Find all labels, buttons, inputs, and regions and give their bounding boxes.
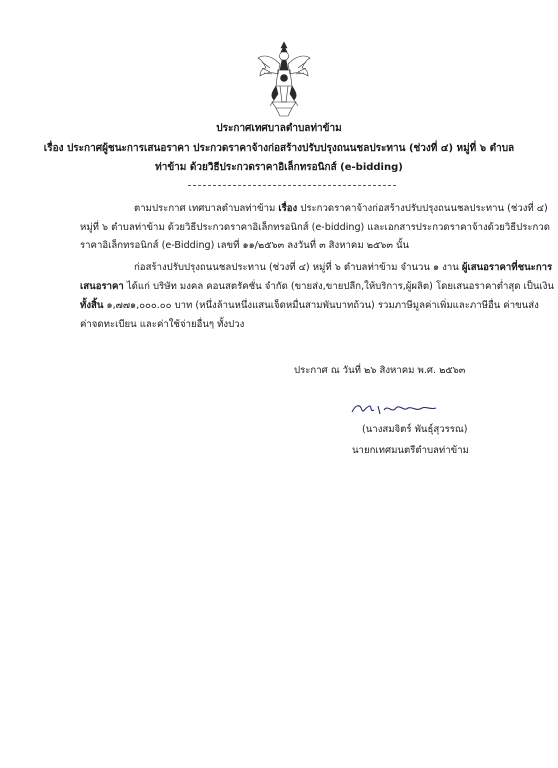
para2-line-1	[134, 262, 552, 274]
signer-position: นายกเทศมนตรีตำบลท่าข้าม	[352, 445, 469, 456]
para1-line-1-rest: ประกวดราคาจ้างก่อสร้างปรับปรุงถนนชลประทาน (ช่วงที่ ๔)	[297, 203, 548, 214]
para1-line-2-text: หมู่ที่ ๖ ตำบลท่าข้าม ด้วยวิธีประกวดราคาอิเล็กทรอนิกส์ (e-bidding) และเอกสารประกวดราคาจ้างด้วยวิธีประกวด	[80, 222, 550, 233]
subject-line-2: ท่าข้าม ด้วยวิธีประกวดราคาอิเล็กทรอนิกส์ (e-bidding)	[155, 162, 403, 173]
para1-line-1-bold: เรื่อง	[278, 203, 298, 214]
handwritten-signature-icon	[348, 400, 440, 418]
para2-line-2-bold: เสนอราคา	[80, 281, 124, 292]
para1-line-2	[80, 222, 550, 234]
signer-name: (นางสมจิตร์ พันธุ์สุวรรณ)	[362, 424, 468, 435]
announcement-date: ประกาศ ณ วันที่ ๒๖ สิงหาคม พ.ศ. ๒๕๖๓	[294, 365, 466, 376]
para2-line-1-text: ก่อสร้างปรับปรุงถนนชลประทาน (ช่วงที่ ๔) หมู่ที่ ๖ ตำบลท่าข้าม จำนวน ๑ งาน	[134, 262, 462, 273]
para2-line-2	[80, 281, 554, 293]
para2-line-3	[80, 300, 539, 312]
para1-line-3	[80, 240, 409, 252]
para2-line-1-bold: ผู้เสนอราคาที่ชนะการ	[461, 262, 553, 273]
para1-line-1	[134, 203, 548, 215]
para1-line-3-text: ราคาอิเล็กทรอนิกส์ (e-Bidding) เลขที่ ๑๑/๒๕๖๓ ลงวันที่ ๓ สิงหาคม ๒๕๖๓ นั้น	[80, 240, 410, 251]
para2-line-4	[80, 319, 244, 331]
para1-line-1-text: ตามประกาศ เทศบาลตำบลท่าข้าม	[134, 203, 279, 214]
divider	[188, 185, 396, 186]
subject-line-1: เรื่อง ประกาศผู้ชนะการเสนอราคา ประกวดราคาจ้างก่อสร้างปรับปรุงถนนชลประทาน (ช่วงที่ ๔) หมู่ที่ ๖ ตำบล	[43, 143, 515, 154]
para2-line-3-text: ๑,๗๗๑,๐๐๐.๐๐ บาท (หนึ่งล้านหนึ่งแสนเจ็ดหมื่นสามพันบาทถ้วน) รวมภาษีมูลค่าเพิ่มและภาษีอื่น ค่าขนส่ง	[103, 300, 539, 311]
agency-title: ประกาศเทศบาลตำบลท่าข้าม	[216, 123, 342, 134]
para2-line-4-text: ค่าจดทะเบียน และค่าใช้จ่ายอื่นๆ ทั้งปวง	[80, 319, 245, 330]
para2-line-2-text: ได้แก่ บริษัท มงคล คอนสตรัคชั่น จำกัด (ขายส่ง,ขายปลีก,ให้บริการ,ผู้ผลิต) โดยเสนอราคาต่ำสุด เป็นเงิน	[123, 281, 554, 292]
para2-line-3-bold: ทั้งสิ้น	[80, 300, 104, 311]
garuda-emblem-icon	[256, 38, 312, 118]
